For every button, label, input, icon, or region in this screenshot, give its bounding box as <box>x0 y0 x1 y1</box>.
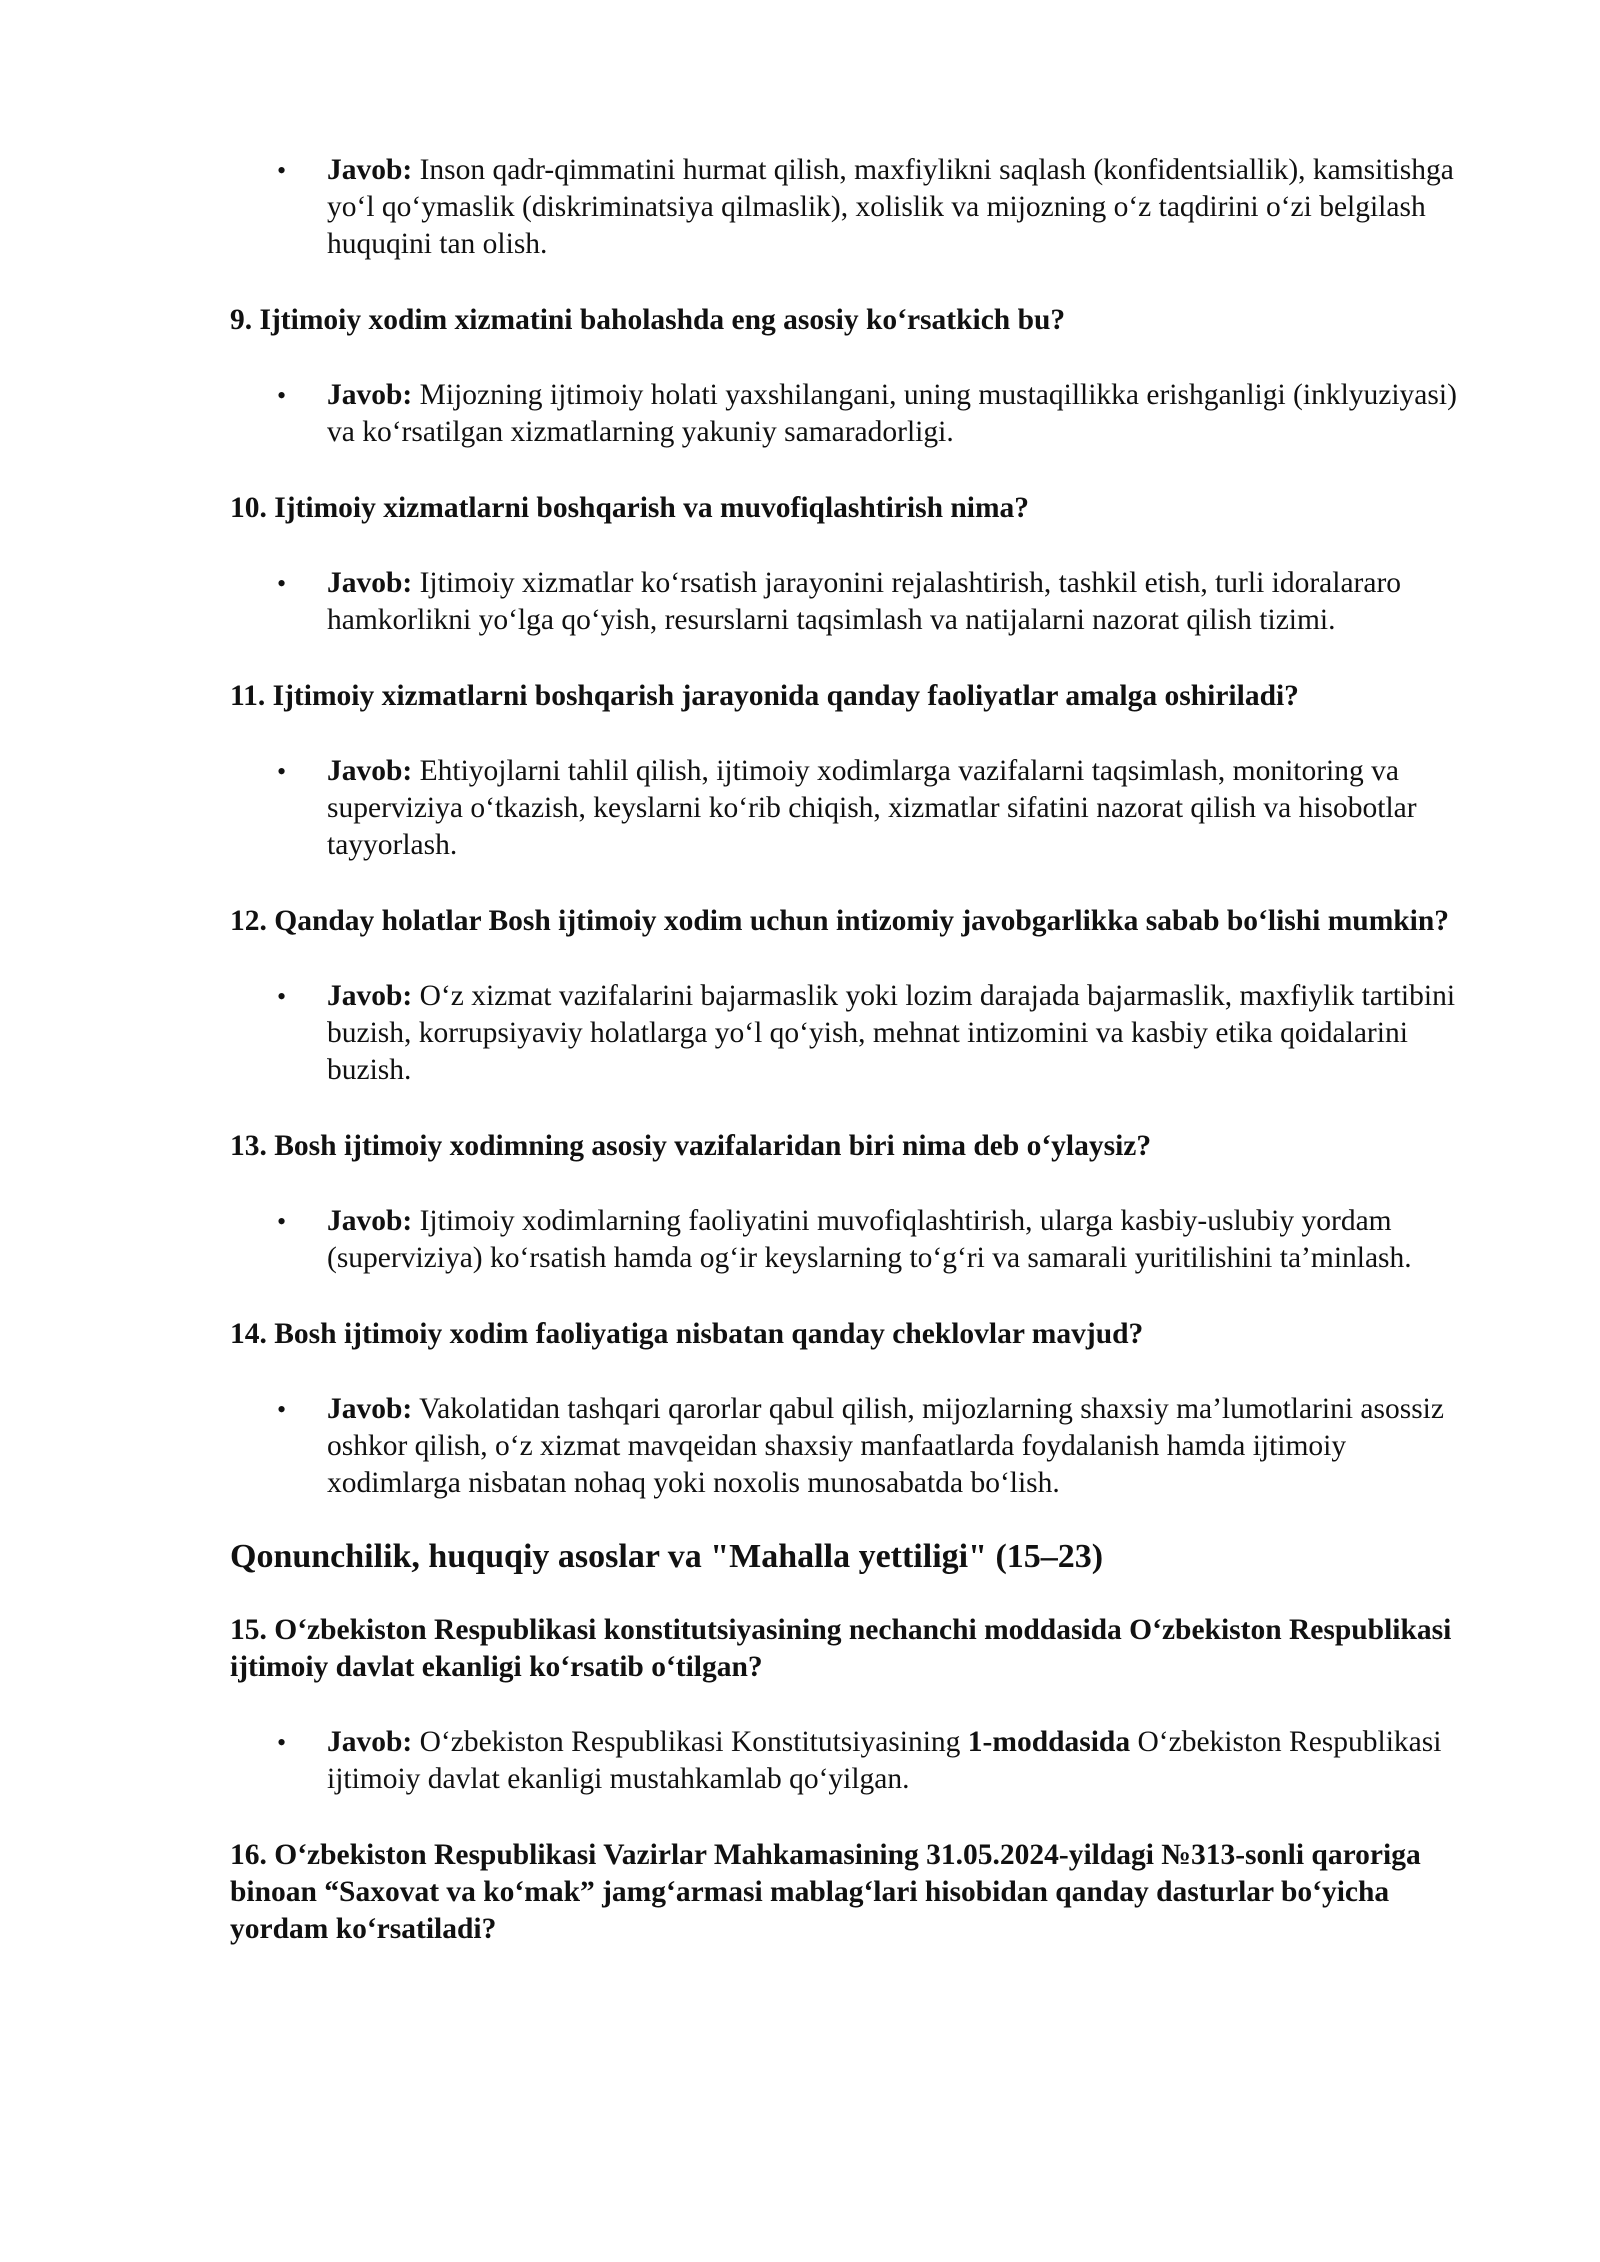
answer-text: Ijtimoiy xodimlarning faoliyatini muvofiqlashtirish, ularga kasbiy-uslubiy yordam (superviziya) ko‘rsatish hamda og‘ir keyslarning to‘g‘ri va samarali yuritilishini ta’minlash. <box>327 1205 1412 1274</box>
question-heading: 9. Ijtimoiy xodim xizmatini baholashda eng asosiy ko‘rsatkich bu? <box>230 304 1066 336</box>
bullet-icon: • <box>277 569 287 598</box>
bullet-icon: • <box>277 1395 287 1424</box>
bullet-icon: • <box>277 982 287 1011</box>
answer-item <box>277 377 1480 451</box>
answer-label: Javob: <box>327 980 413 1012</box>
answer-label: Javob: <box>327 379 413 411</box>
question-heading: 15. O‘zbekiston Respublikasi konstitutsiyasining nechanchi moddasida O‘zbekiston Respublikasi ijtimoiy davlat ekanligi ko‘rsatib o‘tilgan? <box>230 1614 1452 1683</box>
answer-label: Javob: <box>327 1205 413 1237</box>
answer-item <box>277 978 1480 1089</box>
answer-text: Ijtimoiy xizmatlar ko‘rsatish jarayonini rejalashtirish, tashkil etish, turli idoralararo hamkorlikni yo‘lga qo‘yish, resurslarni taqsimlash va natijalarni nazorat qilish tizimi. <box>327 567 1402 636</box>
answer-list <box>230 565 1480 639</box>
answer-list <box>230 1203 1480 1277</box>
answer-text: Mijozning ijtimoiy holati yaxshilangani, uning mustaqillikka erishganligi (inklyuziyasi) va ko‘rsatilgan xizmatlarning yakuniy samaradorligi. <box>327 379 1457 448</box>
answer-text: Ehtiyojlarni tahlil qilish, ijtimoiy xodimlarga vazifalarni taqsimlash, monitoring va superviziya o‘tkazish, keyslarni ko‘rib chiqish, xizmatlar sifatini nazorat qilish va hisobotlar tayyorlash. <box>327 755 1417 861</box>
answer-item <box>277 1724 1480 1798</box>
answer-list <box>230 1391 1480 1502</box>
section-heading: Qonunchilik, huquqiy asoslar va "Mahalla yettiligi" (15–23) <box>230 1538 1104 1575</box>
answer-label: Javob: <box>327 1726 413 1758</box>
question-heading: 13. Bosh ijtimoiy xodimning asosiy vazifalaridan biri nima deb o‘ylaysiz? <box>230 1130 1152 1162</box>
answer-label: Javob: <box>327 755 413 787</box>
answer-text: O‘zbekiston Respublikasi Konstitutsiyasining <box>419 1726 968 1758</box>
question-heading: 10. Ijtimoiy xizmatlarni boshqarish va muvofiqlashtirish nima? <box>230 492 1030 524</box>
answer-item <box>277 753 1480 864</box>
bullet-icon: • <box>277 757 287 786</box>
question-heading: 14. Bosh ijtimoiy xodim faoliyatiga nisbatan qanday cheklovlar mavjud? <box>230 1318 1144 1350</box>
bullet-icon: • <box>277 1207 287 1236</box>
answer-label: Javob: <box>327 1393 413 1425</box>
answer-text: O‘z xizmat vazifalarini bajarmaslik yoki lozim darajada bajarmaslik, maxfiylik tartibini buzish, korrupsiyaviy holatlarga yo‘l qo‘yish, mehnat intizomini va kasbiy etika qoidalarini buzish. <box>327 980 1456 1086</box>
answer-text: Inson qadr-qimmatini hurmat qilish, maxfiylikni saqlash (konfidentsiallik), kamsitishga yo‘l qo‘ymaslik (diskriminatsiya qilmaslik), xolislik va mijozning o‘z taqdirini o‘zi belgilash huquqini tan olish. <box>327 154 1454 260</box>
answer-item <box>277 1391 1480 1502</box>
answer-label: Javob: <box>327 154 413 186</box>
question-heading: 16. O‘zbekiston Respublikasi Vazirlar Mahkamasining 31.05.2024-yildagi №313-sonli qaroriga binoan “Saxovat va ko‘mak” jamg‘armasi mablag‘lari hisobidan qanday dasturlar bo‘yicha yordam ko‘rsatiladi? <box>230 1839 1421 1945</box>
answer-list <box>230 1724 1480 1798</box>
answer-text: Vakolatidan tashqari qarorlar qabul qilish, mijozlarning shaxsiy ma’lumotlarini asossiz oshkor qilish, o‘z xizmat mavqeidan shaxsiy manfaatlarda foydalanish hamda ijtimoiy xodimlarga nisbatan nohaq yoki noxolis munosabatda bo‘lish. <box>327 1393 1444 1499</box>
bullet-icon: • <box>277 381 287 410</box>
bullet-icon: • <box>277 1728 287 1757</box>
answer-text: O‘zbekiston Respublikasi ijtimoiy davlat ekanligi mustahkamlab qo‘yilgan. <box>327 1726 1442 1795</box>
answer-item <box>277 152 1480 263</box>
answer-label: Javob: <box>327 567 413 599</box>
answer-item <box>277 565 1480 639</box>
answer-list <box>230 152 1480 263</box>
answer-list <box>230 377 1480 451</box>
answer-list <box>230 753 1480 864</box>
answer-item <box>277 1203 1480 1277</box>
answer-list <box>230 978 1480 1089</box>
question-heading: 11. Ijtimoiy xizmatlarni boshqarish jarayonida qanday faoliyatlar amalga oshiriladi? <box>230 680 1299 712</box>
answer-emphasis: 1-moddasida <box>967 1726 1131 1758</box>
question-heading: 12. Qanday holatlar Bosh ijtimoiy xodim uchun intizomiy javobgarlikka sabab bo‘lishi mumkin? <box>230 905 1450 937</box>
bullet-icon: • <box>277 156 287 185</box>
